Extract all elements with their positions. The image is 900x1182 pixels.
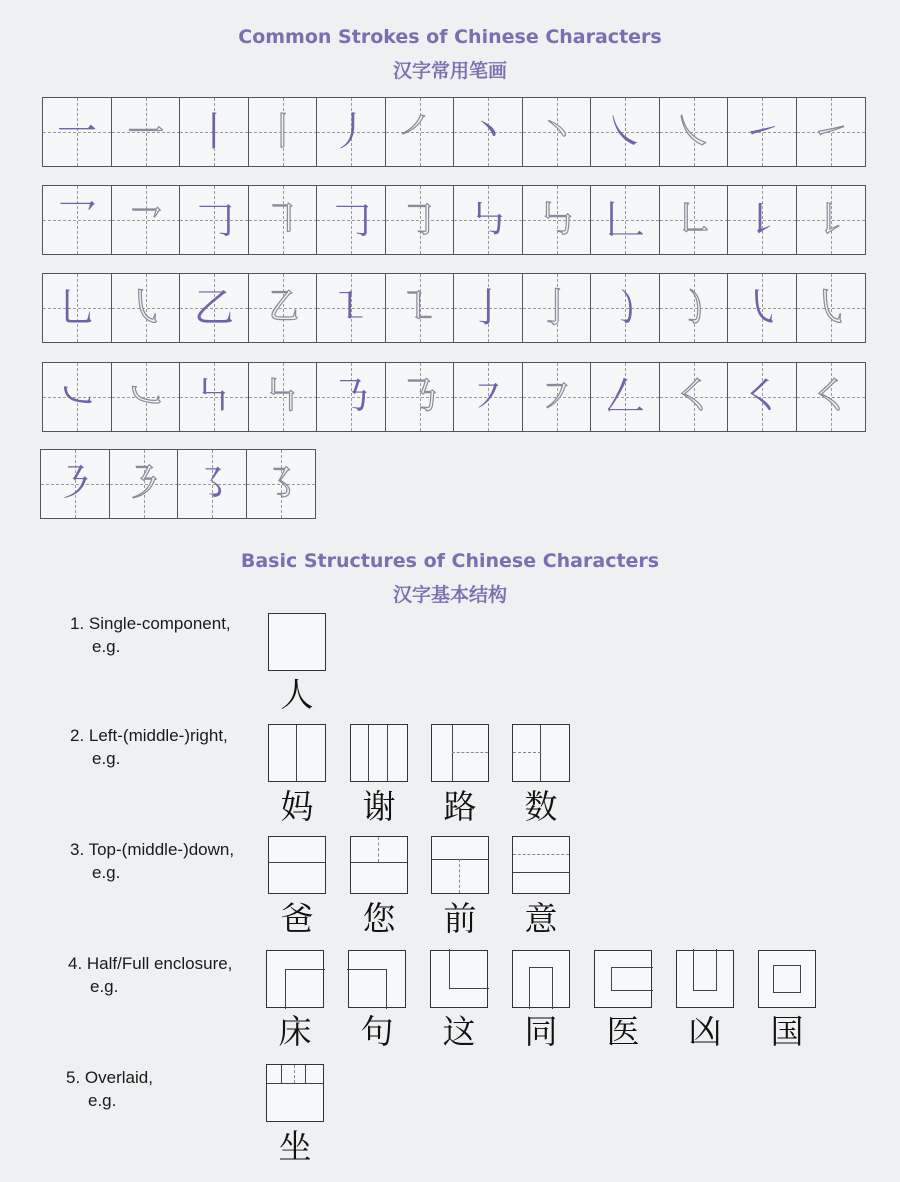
stroke-cell (246, 449, 316, 519)
stroke-glyph-outline: ㇏ (673, 109, 714, 155)
stroke-glyph: 𠃌 (194, 197, 234, 243)
stroke-cell (659, 362, 729, 432)
structure-box-left-right (268, 724, 326, 782)
structure-box-enclosure-top-right (348, 950, 406, 1008)
structure-box-left-middle-right (350, 724, 408, 782)
stroke-glyph-outline: ㇉ (536, 197, 577, 243)
stroke-cell (179, 97, 249, 167)
stroke-cell (111, 97, 181, 167)
stroke-glyph: ㇇ (468, 374, 508, 420)
stroke-glyph-outline: ㇙ (810, 197, 851, 243)
stroke-cell (727, 185, 797, 255)
structure-box-full-enclosure (758, 950, 816, 1008)
stroke-glyph-outline: ㇖ (125, 197, 166, 243)
stroke-cell (453, 362, 523, 432)
stroke-cell (316, 185, 386, 255)
stroke-glyph-outline: ㇅ (399, 285, 440, 331)
structure-label-text: 1. Single-component, (70, 614, 231, 633)
example-char: 数 (524, 787, 558, 826)
stroke-glyph-outline: ㇔ (536, 109, 577, 155)
stroke-row-1 (42, 97, 866, 167)
example-char: 前 (443, 899, 477, 938)
stroke-cell (796, 362, 866, 432)
stroke-cell (727, 97, 797, 167)
stroke-glyph-outline: 亅 (536, 285, 577, 331)
stroke-row-4 (42, 362, 866, 432)
structure-label-text: 2. Left-(middle-)right, (70, 726, 228, 745)
stroke-glyph-outline: ㇂ (125, 285, 166, 331)
structure-eg: e.g. (92, 863, 121, 882)
stroke-row-5 (40, 449, 316, 519)
structure-box-left-right-split (431, 724, 489, 782)
structure-eg: e.g. (92, 637, 121, 656)
stroke-cell (453, 185, 523, 255)
stroke-glyph-outline: ㇁ (673, 285, 714, 331)
stroke-cell (316, 97, 386, 167)
stroke-cell (40, 449, 110, 519)
stroke-cell (42, 273, 112, 343)
example-char: 医 (606, 1012, 640, 1051)
stroke-cell (385, 273, 455, 343)
example-char: 同 (524, 1012, 558, 1051)
structure-eg: e.g. (92, 749, 121, 768)
stroke-glyph-outline: ㇐ (125, 109, 166, 155)
example-char: 凶 (688, 1012, 722, 1051)
structure-label-text: 3. Top-(middle-)down, (70, 840, 235, 859)
stroke-cell (248, 185, 318, 255)
stroke-glyph: 亅 (468, 285, 508, 331)
structure-box-enclosure-top-left (266, 950, 324, 1008)
stroke-glyph: ㇏ (605, 109, 645, 155)
stroke-glyph-outline: ㇒ (399, 109, 440, 155)
stroke-cell (590, 273, 660, 343)
stroke-glyph-outline: ㇃ (125, 374, 166, 420)
stroke-glyph-outline: ㇂ (810, 285, 851, 331)
structure-label-1 (70, 612, 231, 658)
stroke-cell (248, 273, 318, 343)
stroke-cell (796, 185, 866, 255)
stroke-cell (659, 273, 729, 343)
stroke-cell (522, 185, 592, 255)
stroke-cell (109, 449, 179, 519)
structure-label-text: 4. Half/Full enclosure, (68, 954, 233, 973)
strokes-title-zh: 汉字常用笔画 (392, 60, 507, 82)
stroke-glyph-outline: ㇌ (260, 461, 301, 507)
stroke-cell (248, 362, 318, 432)
stroke-cell (796, 273, 866, 343)
strokes-title-en: Common Strokes of Chinese Characters (238, 26, 662, 48)
example-char: 人 (280, 675, 314, 714)
stroke-glyph: 乛 (57, 197, 97, 243)
structure-box-enclosure-top-three (512, 950, 570, 1008)
example-char: 意 (524, 899, 558, 938)
stroke-cell (42, 362, 112, 432)
stroke-glyph: ㇃ (57, 374, 97, 420)
stroke-glyph: 乚 (57, 285, 97, 331)
stroke-glyph: ㇅ (331, 285, 371, 331)
stroke-cell (385, 185, 455, 255)
stroke-glyph: ㇡ (331, 374, 371, 420)
stroke-cell (659, 185, 729, 255)
stroke-cell (590, 97, 660, 167)
structure-box-left-right-split (512, 724, 570, 782)
stroke-glyph: 𠃌 (331, 197, 371, 243)
stroke-glyph: 𠃊 (605, 197, 645, 243)
stroke-cell (316, 273, 386, 343)
example-char: 国 (770, 1012, 804, 1051)
stroke-cell (179, 185, 249, 255)
stroke-glyph: 丿 (331, 109, 371, 155)
example-char: 谢 (362, 787, 396, 826)
structure-label-4 (68, 952, 232, 998)
stroke-glyph-outline: ㇆ (399, 197, 440, 243)
stroke-cell (385, 97, 455, 167)
stroke-glyph-outline: ㇇ (536, 374, 577, 420)
example-char: 妈 (280, 787, 314, 826)
stroke-glyph: ㇙ (742, 197, 782, 243)
stroke-cell (453, 97, 523, 167)
stroke-cell (179, 273, 249, 343)
stroke-glyph-outline: ㇋ (123, 461, 164, 507)
stroke-cell (796, 97, 866, 167)
stroke-glyph-outline: ㇡ (399, 374, 440, 420)
stroke-cell (727, 362, 797, 432)
stroke-glyph-outline: ㇠ (262, 285, 303, 331)
stroke-glyph-outline: ㇗ (673, 197, 714, 243)
stroke-glyph-outline: ㇞ (262, 374, 303, 420)
structure-eg: e.g. (88, 1091, 117, 1110)
stroke-cell (177, 449, 247, 519)
stroke-glyph: 丨 (194, 109, 234, 155)
stroke-glyph: ㇞ (194, 374, 234, 420)
stroke-glyph: 丶 (468, 109, 508, 155)
stroke-glyph-outline: ㇑ (262, 109, 303, 155)
stroke-glyph: ㇂ (742, 285, 782, 331)
example-char: 床 (278, 1012, 312, 1051)
stroke-cell (248, 97, 318, 167)
stroke-cell (111, 273, 181, 343)
structure-eg: e.g. (90, 977, 119, 996)
stroke-glyph: ㇀ (742, 109, 782, 155)
structure-box-top-down-split (350, 836, 408, 894)
example-char: 这 (442, 1012, 476, 1051)
structures-title-en: Basic Structures of Chinese Characters (240, 550, 660, 572)
structures-title-zh: 汉字基本结构 (392, 584, 507, 606)
stroke-cell (522, 97, 592, 167)
stroke-glyph: ㇉ (468, 197, 508, 243)
stroke-cell (590, 362, 660, 432)
stroke-cell (590, 185, 660, 255)
structure-box-enclosure-bottom-left (430, 950, 488, 1008)
stroke-cell (42, 97, 112, 167)
structure-box-enclosure-bottom-three (676, 950, 734, 1008)
structure-box-top-down (268, 836, 326, 894)
stroke-glyph-outline: ㇀ (810, 109, 851, 155)
structure-box-top-down-split (431, 836, 489, 894)
structure-label-2 (70, 724, 228, 770)
stroke-row-3 (42, 273, 866, 343)
stroke-glyph: ㇌ (192, 461, 232, 507)
example-char: 路 (443, 787, 477, 826)
stroke-glyph: ㇁ (605, 285, 645, 331)
stroke-glyph-outline: ㇛ (810, 374, 851, 420)
stroke-cell (111, 362, 181, 432)
stroke-glyph: ㇋ (55, 461, 95, 507)
stroke-glyph: ㇛ (742, 374, 782, 420)
stroke-cell (316, 362, 386, 432)
structure-label-3 (70, 838, 234, 884)
structure-label-5 (66, 1066, 153, 1112)
structure-box-overlaid (266, 1064, 324, 1122)
stroke-glyph-outline: ㇕ (262, 197, 303, 243)
example-char: 坐 (278, 1127, 312, 1166)
structure-box-top-middle-down (512, 836, 570, 894)
stroke-glyph: 一 (57, 109, 97, 155)
stroke-glyph: 𠃋 (605, 374, 645, 420)
stroke-cell (727, 273, 797, 343)
stroke-cell (385, 362, 455, 432)
stroke-cell (453, 273, 523, 343)
stroke-cell (111, 185, 181, 255)
example-char: 爸 (280, 899, 314, 938)
stroke-glyph-outline: ㇛ (673, 374, 714, 420)
structure-box-enclosure-left-three (594, 950, 652, 1008)
stroke-cell (179, 362, 249, 432)
stroke-cell (522, 273, 592, 343)
stroke-cell (659, 97, 729, 167)
stroke-cell (42, 185, 112, 255)
stroke-glyph: 乙 (194, 285, 234, 331)
example-char: 句 (360, 1012, 394, 1051)
stroke-cell (522, 362, 592, 432)
structure-box-single (268, 613, 326, 671)
stroke-row-2 (42, 185, 866, 255)
example-char: 您 (362, 899, 396, 938)
structure-label-text: 5. Overlaid, (66, 1068, 153, 1087)
